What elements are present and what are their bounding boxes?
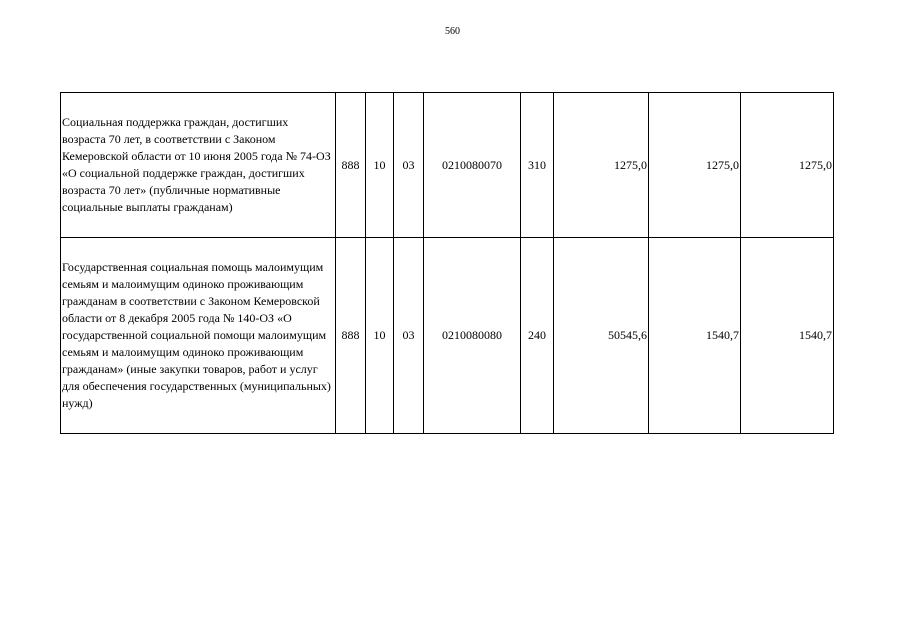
- expense-type-code: 240: [521, 238, 554, 434]
- amount-year-2: 1540,7: [649, 238, 741, 434]
- subsection-code: 03: [394, 238, 424, 434]
- ministry-code: 888: [336, 238, 366, 434]
- target-article-code: 0210080080: [424, 238, 521, 434]
- section-code: 10: [366, 238, 394, 434]
- table-row: [61, 93, 834, 238]
- budget-table: [60, 92, 834, 434]
- row-description: Социальная поддержка граждан, достигших возраста 70 лет, в соответствии с Законом Кемеровской области от 10 июня 2005 года № 74-ОЗ «О социальной поддержке граждан, достигших возраста 70 лет» (публичные нормативные социальные выплаты гражданам): [61, 93, 336, 238]
- amount-year-3: 1540,7: [741, 238, 834, 434]
- target-article-code: 0210080070: [424, 93, 521, 238]
- section-code: 10: [366, 93, 394, 238]
- page-number: 560: [445, 26, 460, 37]
- subsection-code: 03: [394, 93, 424, 238]
- row-description: Государственная социальная помощь малоимущим семьям и малоимущим одиноко проживающим гражданам в соответствии с Законом Кемеровской области от 8 декабря 2005 года № 140-ОЗ «О государственной социальной помощи малоимущим семьям и малоимущим одиноко проживающим гражданам» (иные закупки товаров, работ и услуг для обеспечения государственных (муниципальных) нужд): [61, 238, 336, 434]
- amount-year-1: 50545,6: [554, 238, 649, 434]
- ministry-code: 888: [336, 93, 366, 238]
- amount-year-1: 1275,0: [554, 93, 649, 238]
- amount-year-2: 1275,0: [649, 93, 741, 238]
- table-row: [61, 238, 834, 434]
- expense-type-code: 310: [521, 93, 554, 238]
- amount-year-3: 1275,0: [741, 93, 834, 238]
